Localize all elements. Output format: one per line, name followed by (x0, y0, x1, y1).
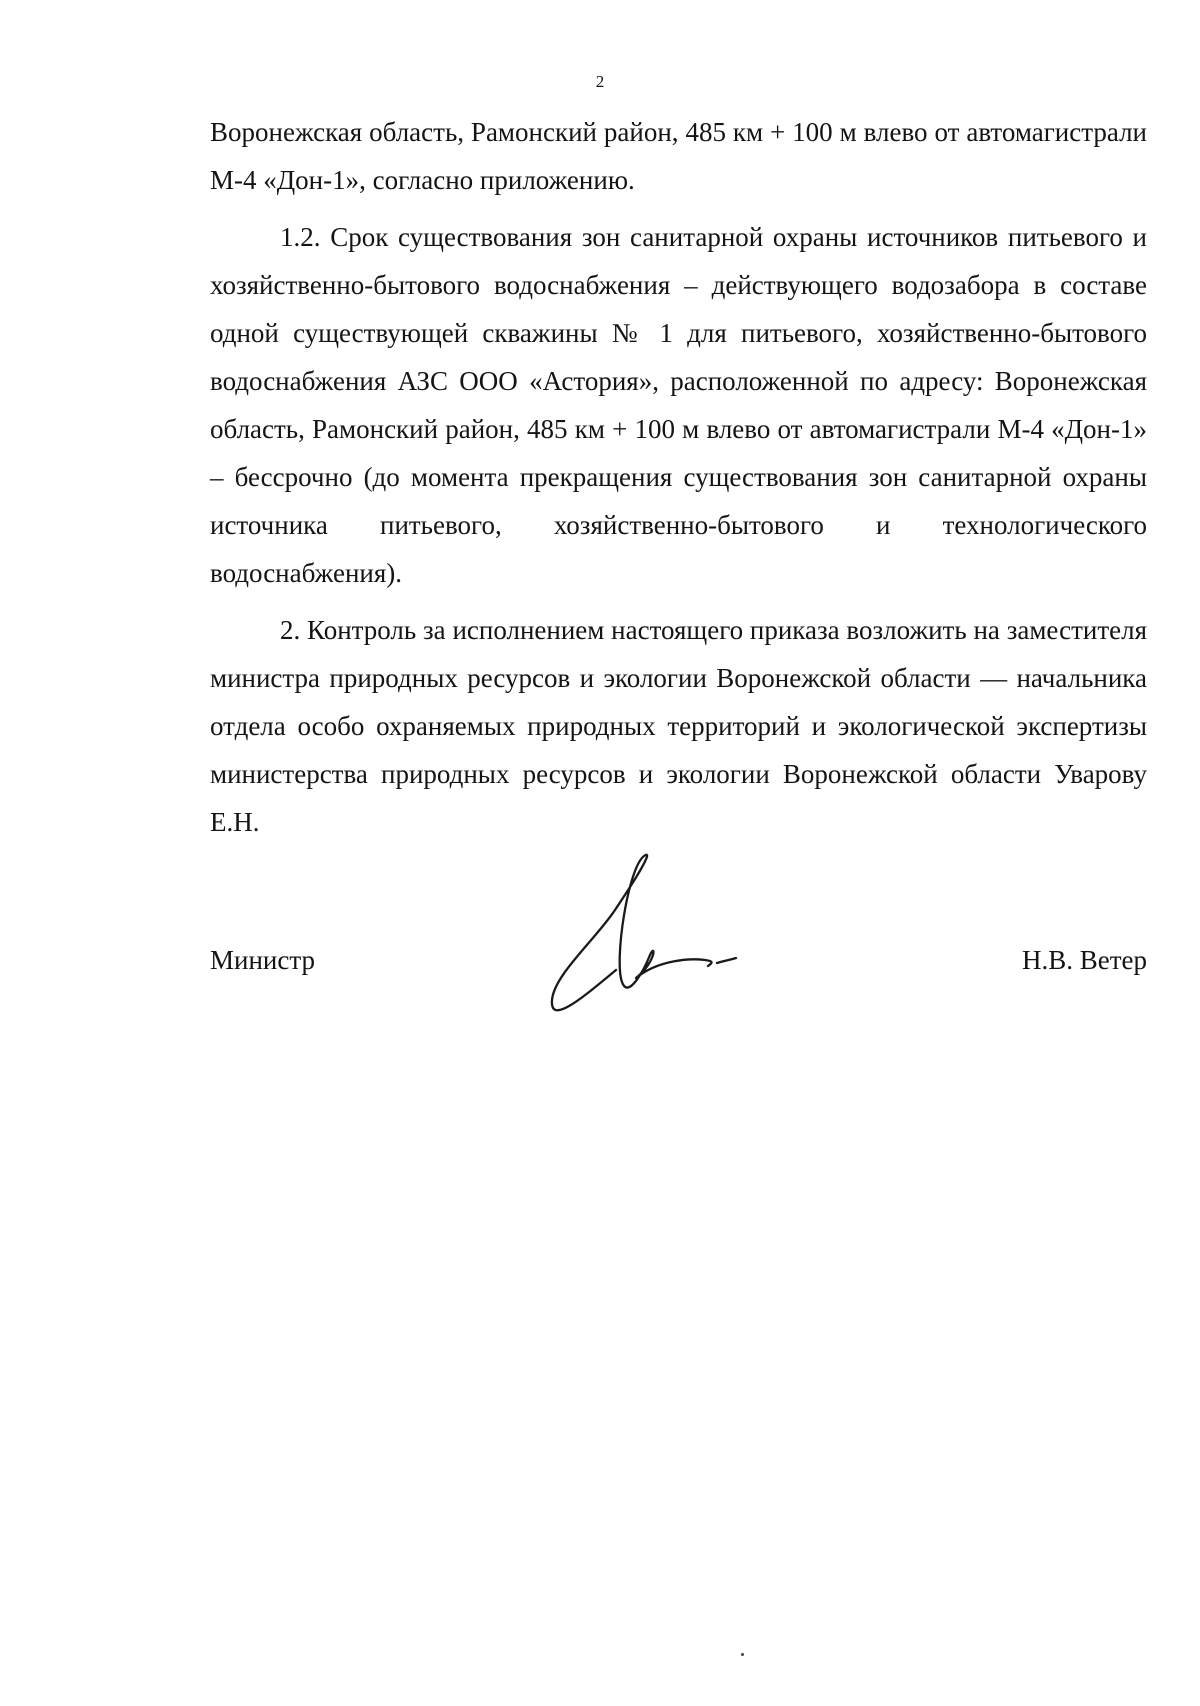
paragraph-address-continuation: Воронежская область, Рамонский район, 485 км + 100 м влево от автомагистрали М-4 «Дон-1», согласно приложению. (210, 117, 1147, 195)
page-number: 2 (595, 72, 605, 91)
document-body (210, 108, 1147, 846)
signatory-title: Министр (210, 945, 315, 975)
handwritten-signature (540, 850, 750, 1030)
paragraph-zone-duration: 1.2. Срок существования зон санитарной охраны источников питьевого и хозяйственно-бытового водоснабжения – действующего водозабора в составе одной существующей скважины № 1 для питьевого, хозяйственно-бытового водоснабжения АЗС ООО «Астория», расположенной по адресу: Воронежская область, Рамонский район, 485 км + 100 м влево от автомагистрали М-4 «Дон-1» – бессрочно (до момента прекращения существования зон санитарной охраны источника питьевого, хозяйственно-бытового и технологического водоснабжения). (210, 222, 1147, 588)
scan-artifact-dot (741, 1653, 744, 1656)
paragraph-control: 2. Контроль за исполнением настоящего приказа возложить на заместителя министра природных ресурсов и экологии Воронежской области — начальника отдела особо охраняемых природных территорий и экологической экспертизы министерства природных ресурсов и экологии Воронежской области Уварову Е.Н. (210, 615, 1147, 837)
signatory-name: Н.В. Ветер (1021, 945, 1147, 975)
